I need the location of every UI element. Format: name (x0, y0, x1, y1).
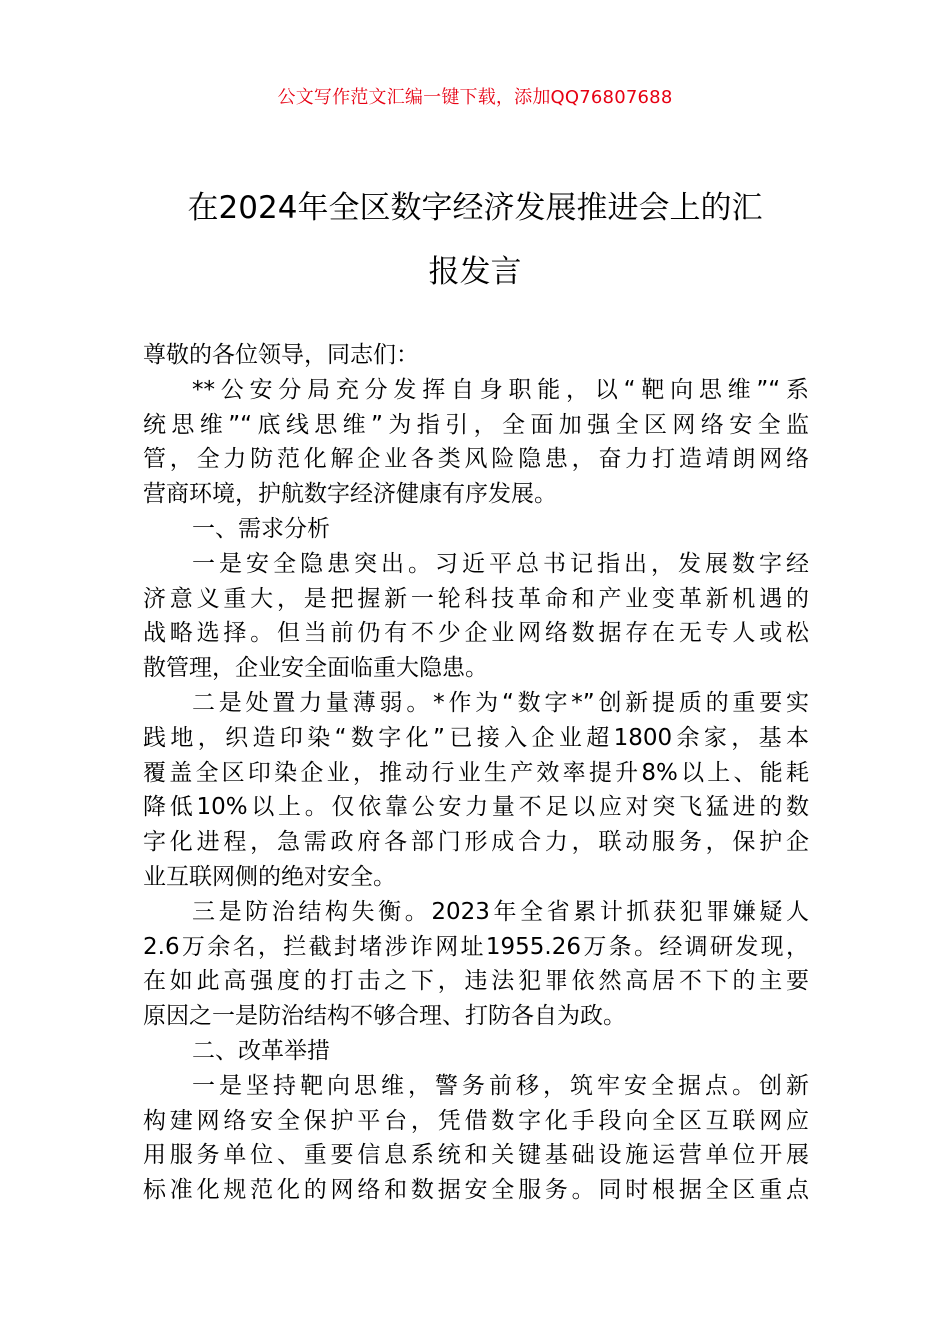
paragraph-line: 构建网络安全保护平台，凭借数字化手段向全区互联网应 (143, 1107, 809, 1134)
paragraph-line: 降低10%以上。仅依靠公安力量不足以应对突飞猛进的数 (143, 794, 809, 821)
section-heading: 一、需求分析 (192, 515, 330, 542)
paragraph-line: 用服务单位、重要信息系统和关键基础设施运营单位开展 (143, 1142, 809, 1169)
paragraph-line: 原因之一是防治结构不够合理、打防各自为政。 (143, 1003, 626, 1030)
paragraph-line: 一是安全隐患突出。习近平总书记指出，发展数字经 (192, 550, 809, 577)
title-line-1: 在2024年全区数字经济发展推进会上的汇 (187, 190, 763, 226)
paragraph-line: 一是坚持靶向思维，警务前移，筑牢安全据点。创新 (192, 1072, 809, 1099)
paragraph-line: 二是处置力量薄弱。*作为“数字*”创新提质的重要实 (192, 689, 809, 716)
section-heading: 二、改革举措 (192, 1037, 330, 1064)
download-promo-note: 公文写作范文汇编一键下载，添加QQ76807688 (277, 87, 673, 108)
paragraph-line: 散管理，企业安全面临重大隐患。 (143, 655, 488, 682)
document-body (143, 338, 809, 1208)
paragraph-line: 业互联网侧的绝对安全。 (143, 863, 396, 890)
paragraph-line: 标准化规范化的网络和数据安全服务。同时根据全区重点 (143, 1177, 809, 1204)
paragraph-line: 覆盖全区印染企业，推动行业生产效率提升8%以上、能耗 (143, 759, 809, 786)
paragraph-line: **公安分局充分发挥自身职能，以“靶向思维”“系 (192, 376, 809, 403)
paragraph-line: 战略选择。但当前仍有不少企业网络数据存在无专人或松 (143, 620, 809, 647)
paragraph-line: 营商环境，护航数字经济健康有序发展。 (143, 481, 557, 508)
paragraph-line: 统思维”“底线思维”为指引，全面加强全区网络安全监 (143, 411, 809, 438)
paragraph-line: 践地，织造印染“数字化”已接入企业超1800余家，基本 (143, 724, 809, 751)
paragraph-line: 三是防治结构失衡。2023年全省累计抓获犯罪嫌疑人 (192, 898, 809, 925)
paragraph-line: 管，全力防范化解企业各类风险隐患，奋力打造靖朗网络 (143, 446, 809, 473)
paragraph-line: 2.6万余名，拦截封堵涉诈网址1955.26万条。经调研发现， (143, 933, 809, 960)
paragraph-line: 在如此高强度的打击之下，违法犯罪依然高居不下的主要 (143, 968, 809, 995)
paragraph-line: 字化进程，急需政府各部门形成合力，联动服务，保护企 (143, 829, 809, 856)
title-line-2: 报发言 (428, 254, 522, 290)
document-title (140, 176, 810, 304)
salutation: 尊敬的各位领导，同志们： (143, 342, 419, 368)
paragraph-line: 济意义重大，是把握新一轮科技革命和产业变革新机遇的 (143, 585, 809, 612)
